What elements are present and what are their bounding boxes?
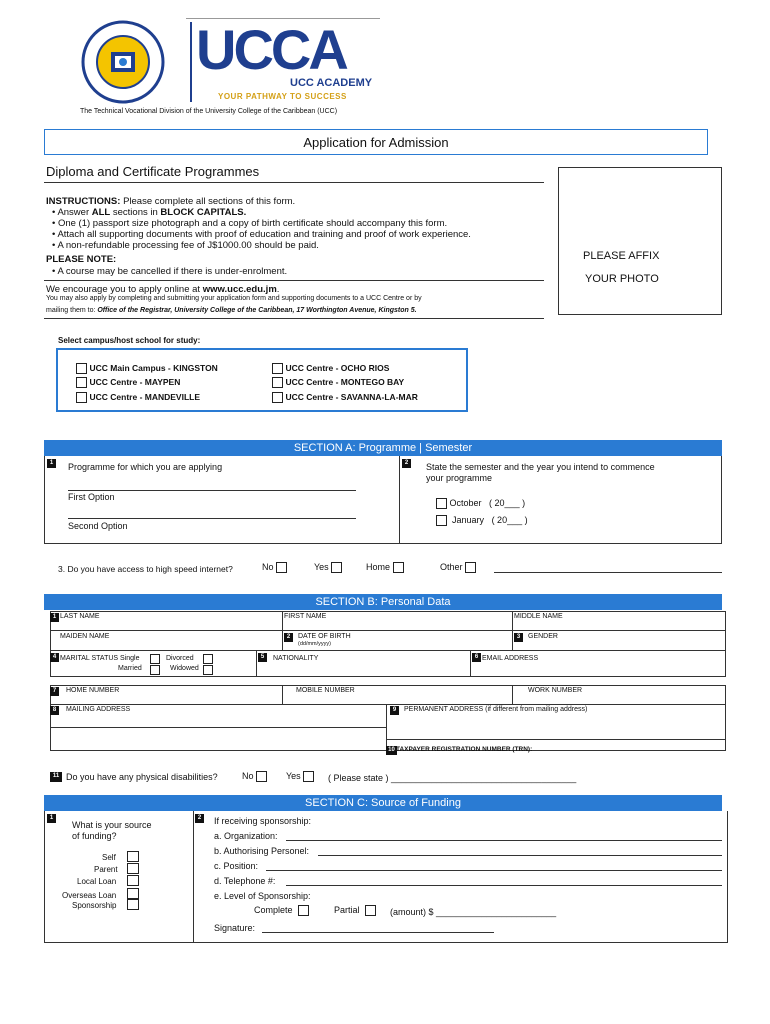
instruction-bullet-3: • Attach all supporting documents with proof of education and training and proof of work experience. (52, 229, 471, 240)
source-overseas-loan-label: Overseas Loan (62, 891, 117, 900)
section-a-header: SECTION A: Programme | Semester (44, 440, 722, 456)
first-option-field[interactable] (68, 490, 356, 491)
campus-option-kingston[interactable]: UCC Main Campus - KINGSTON (76, 363, 218, 374)
subtitle-rule (44, 182, 544, 183)
first-option-label: First Option (68, 492, 115, 502)
b-number-9: 9 (390, 706, 399, 715)
section-b-header: SECTION B: Personal Data (44, 594, 722, 610)
instruction-bullet-4: • A non-refundable processing fee of J$1000.00 should be paid. (52, 240, 319, 251)
dob-label[interactable]: DATE OF BIRTH (298, 633, 351, 640)
mail-text-2: mailing them to: Office of the Registrar, University College of the Caribbean, 17 Worthington Avenue, Kingston 5. (46, 307, 417, 314)
campus-heading: Select campus/host school for study: (58, 336, 201, 345)
programme-label: Programme for which you are applying (68, 462, 223, 472)
sponsor-heading: If receiving sponsorship: (214, 816, 312, 826)
b-number-1: 1 (50, 613, 59, 622)
b-number-3: 3 (514, 633, 523, 642)
nationality-label[interactable]: NATIONALITY (273, 655, 319, 662)
section-c-box (44, 811, 728, 943)
last-name-label[interactable]: LAST NAME (60, 613, 100, 620)
semester-label-1: State the semester and the year you intend to commence (426, 462, 655, 472)
organization-field[interactable] (286, 840, 722, 841)
disability-yes-option[interactable]: Yes (286, 771, 314, 782)
home-number-label[interactable]: HOME NUMBER (66, 687, 120, 694)
section-a-number-2: 2 (402, 459, 411, 468)
internet-other-field[interactable] (494, 572, 722, 573)
source-parent-checkbox[interactable] (127, 863, 139, 874)
personal-data-grid (50, 611, 726, 757)
october-checkbox[interactable]: October ( 20___ ) (436, 498, 525, 509)
note-bullet-1: • A course may be cancelled if there is under-enrolment. (52, 266, 288, 277)
first-name-label[interactable]: FIRST NAME (284, 613, 327, 620)
widowed-label: Widowed (170, 665, 199, 672)
mobile-number-label[interactable]: MOBILE NUMBER (296, 687, 355, 694)
email-label[interactable]: EMAIL ADDRESS (482, 655, 539, 662)
partial-option[interactable]: Partial (334, 905, 376, 916)
note-heading: PLEASE NOTE: (46, 254, 117, 265)
internet-yes-option[interactable]: Yes (314, 562, 342, 573)
source-overseas-loan-checkbox[interactable] (127, 888, 139, 899)
b-number-4: 4 (50, 653, 59, 662)
widowed-checkbox[interactable] (203, 665, 213, 675)
b-number-8: 8 (50, 706, 59, 715)
internet-question: 3. Do you have access to high speed internet? (58, 564, 233, 574)
complete-option[interactable]: Complete (254, 905, 309, 916)
mail-text-1: You may also apply by completing and submitting your application form and supporting documents to a UCC Centre or by (46, 295, 422, 302)
campus-option-maypen[interactable]: UCC Centre - MAYPEN (76, 377, 180, 388)
ucca-logo-text: UCCA (196, 18, 346, 81)
b-number-5: 5 (258, 653, 267, 662)
ucc-seal-logo (80, 20, 166, 104)
amount-field[interactable]: (amount) $ ________________________ (390, 907, 557, 917)
section-c-header: SECTION C: Source of Funding (44, 795, 722, 811)
authorising-personel-field[interactable] (318, 855, 722, 856)
middle-name-label[interactable]: MIDDLE NAME (514, 613, 563, 620)
source-self-checkbox[interactable] (127, 851, 139, 862)
sponsorship-level-label: e. Level of Sponsorship: (214, 891, 311, 901)
second-option-field[interactable] (68, 518, 356, 519)
apply-online-text: We encourage you to apply online at www.ucc.edu.jm. (46, 284, 280, 295)
trn-label[interactable]: TAXPAYER REGISTRATION NUMBER (TRN): (396, 746, 533, 753)
disability-state-field[interactable]: ( Please state ) _____________________________________ (328, 773, 577, 783)
c-number-1: 1 (47, 814, 56, 823)
b-number-2: 2 (284, 633, 293, 642)
photo-label-2: YOUR PHOTO (585, 273, 659, 285)
gender-label[interactable]: GENDER (528, 633, 558, 640)
organization-label: a. Organization: (214, 831, 278, 841)
disability-question: Do you have any physical disabilities? (66, 772, 218, 782)
page-title: Application for Admission (303, 135, 449, 150)
funding-question-2: of funding? (72, 831, 117, 841)
divorced-checkbox[interactable] (203, 654, 213, 664)
second-option-label: Second Option (68, 521, 128, 531)
position-label: c. Position: (214, 861, 259, 871)
campus-option-ocho-rios[interactable]: UCC Centre - OCHO RIOS (272, 363, 389, 374)
permanent-address-label[interactable]: PERMANENT ADDRESS (if different from mailing address) (404, 706, 588, 713)
page-subtitle: Diploma and Certificate Programmes (46, 164, 260, 179)
c-number-2: 2 (195, 814, 204, 823)
mailing-address-label[interactable]: MAILING ADDRESS (66, 706, 131, 713)
instructions-lead: Please complete all sections of this form. (123, 196, 296, 207)
campus-option-savanna-la-mar[interactable]: UCC Centre - SAVANNA-LA-MAR (272, 392, 418, 403)
source-local-loan-label: Local Loan (77, 877, 117, 886)
internet-home-option[interactable]: Home (366, 562, 404, 573)
title-box (44, 129, 708, 155)
work-number-label[interactable]: WORK NUMBER (528, 687, 583, 694)
single-checkbox[interactable] (150, 654, 160, 664)
position-field[interactable] (266, 870, 722, 871)
logo-divider (190, 22, 192, 102)
january-checkbox[interactable]: January ( 20___ ) (436, 515, 528, 526)
photo-box[interactable] (558, 167, 722, 315)
telephone-field[interactable] (286, 885, 722, 886)
source-parent-label: Parent (94, 865, 118, 874)
tagline: YOUR PATHWAY TO SUCCESS (218, 92, 347, 101)
disability-no-option[interactable]: No (242, 771, 267, 782)
section-a-number-1: 1 (47, 459, 56, 468)
dob-format: (dd/mm/yyyy) (298, 641, 331, 647)
telephone-label: d. Telephone #: (214, 876, 276, 886)
internet-no-option[interactable]: No (262, 562, 287, 573)
b-number-7: 7 (50, 687, 59, 696)
source-sponsorship-label: Sponsorship (72, 901, 117, 910)
semester-label-2: your programme (426, 473, 493, 483)
campus-option-mandeville[interactable]: UCC Centre - MANDEVILLE (76, 392, 200, 403)
funding-question-1: What is your source (72, 820, 152, 830)
authorising-personel-label: b. Authorising Personel: (214, 846, 310, 856)
signature-label: Signature: (214, 923, 256, 933)
b-number-6: 6 (472, 653, 481, 662)
b-number-11: 11 (50, 772, 62, 782)
campus-box (56, 348, 468, 412)
married-checkbox[interactable] (150, 665, 160, 675)
photo-label-1: PLEASE AFFIX (583, 250, 660, 262)
ucc-academy-text: UCC ACADEMY (290, 77, 373, 89)
instruction-bullet-2: • One (1) passport size photograph and a copy of birth certificate should accompany this form. (52, 218, 448, 229)
b-number-10: 10 (386, 746, 397, 755)
division-text: The Technical Vocational Division of the University College of the Caribbean (UCC) (80, 108, 338, 115)
source-sponsorship-checkbox[interactable] (127, 899, 139, 910)
instructions-heading: INSTRUCTIONS: (46, 196, 121, 207)
website-link[interactable]: www.ucc.edu.jm (202, 284, 277, 295)
internet-other-option[interactable]: Other (440, 562, 476, 573)
source-self-label: Self (102, 853, 116, 862)
marital-status-label: MARITAL STATUS Single (60, 655, 140, 662)
source-local-loan-checkbox[interactable] (127, 875, 139, 886)
maiden-name-label[interactable]: MAIDEN NAME (60, 633, 110, 640)
campus-option-montego-bay[interactable]: UCC Centre - MONTEGO BAY (272, 377, 404, 388)
divorced-label: Divorced (166, 655, 194, 662)
signature-field[interactable] (262, 932, 494, 933)
instruction-bullet-1: • Answer ALL sections in BLOCK CAPITALS. (52, 207, 247, 218)
married-label: Married (118, 665, 142, 672)
